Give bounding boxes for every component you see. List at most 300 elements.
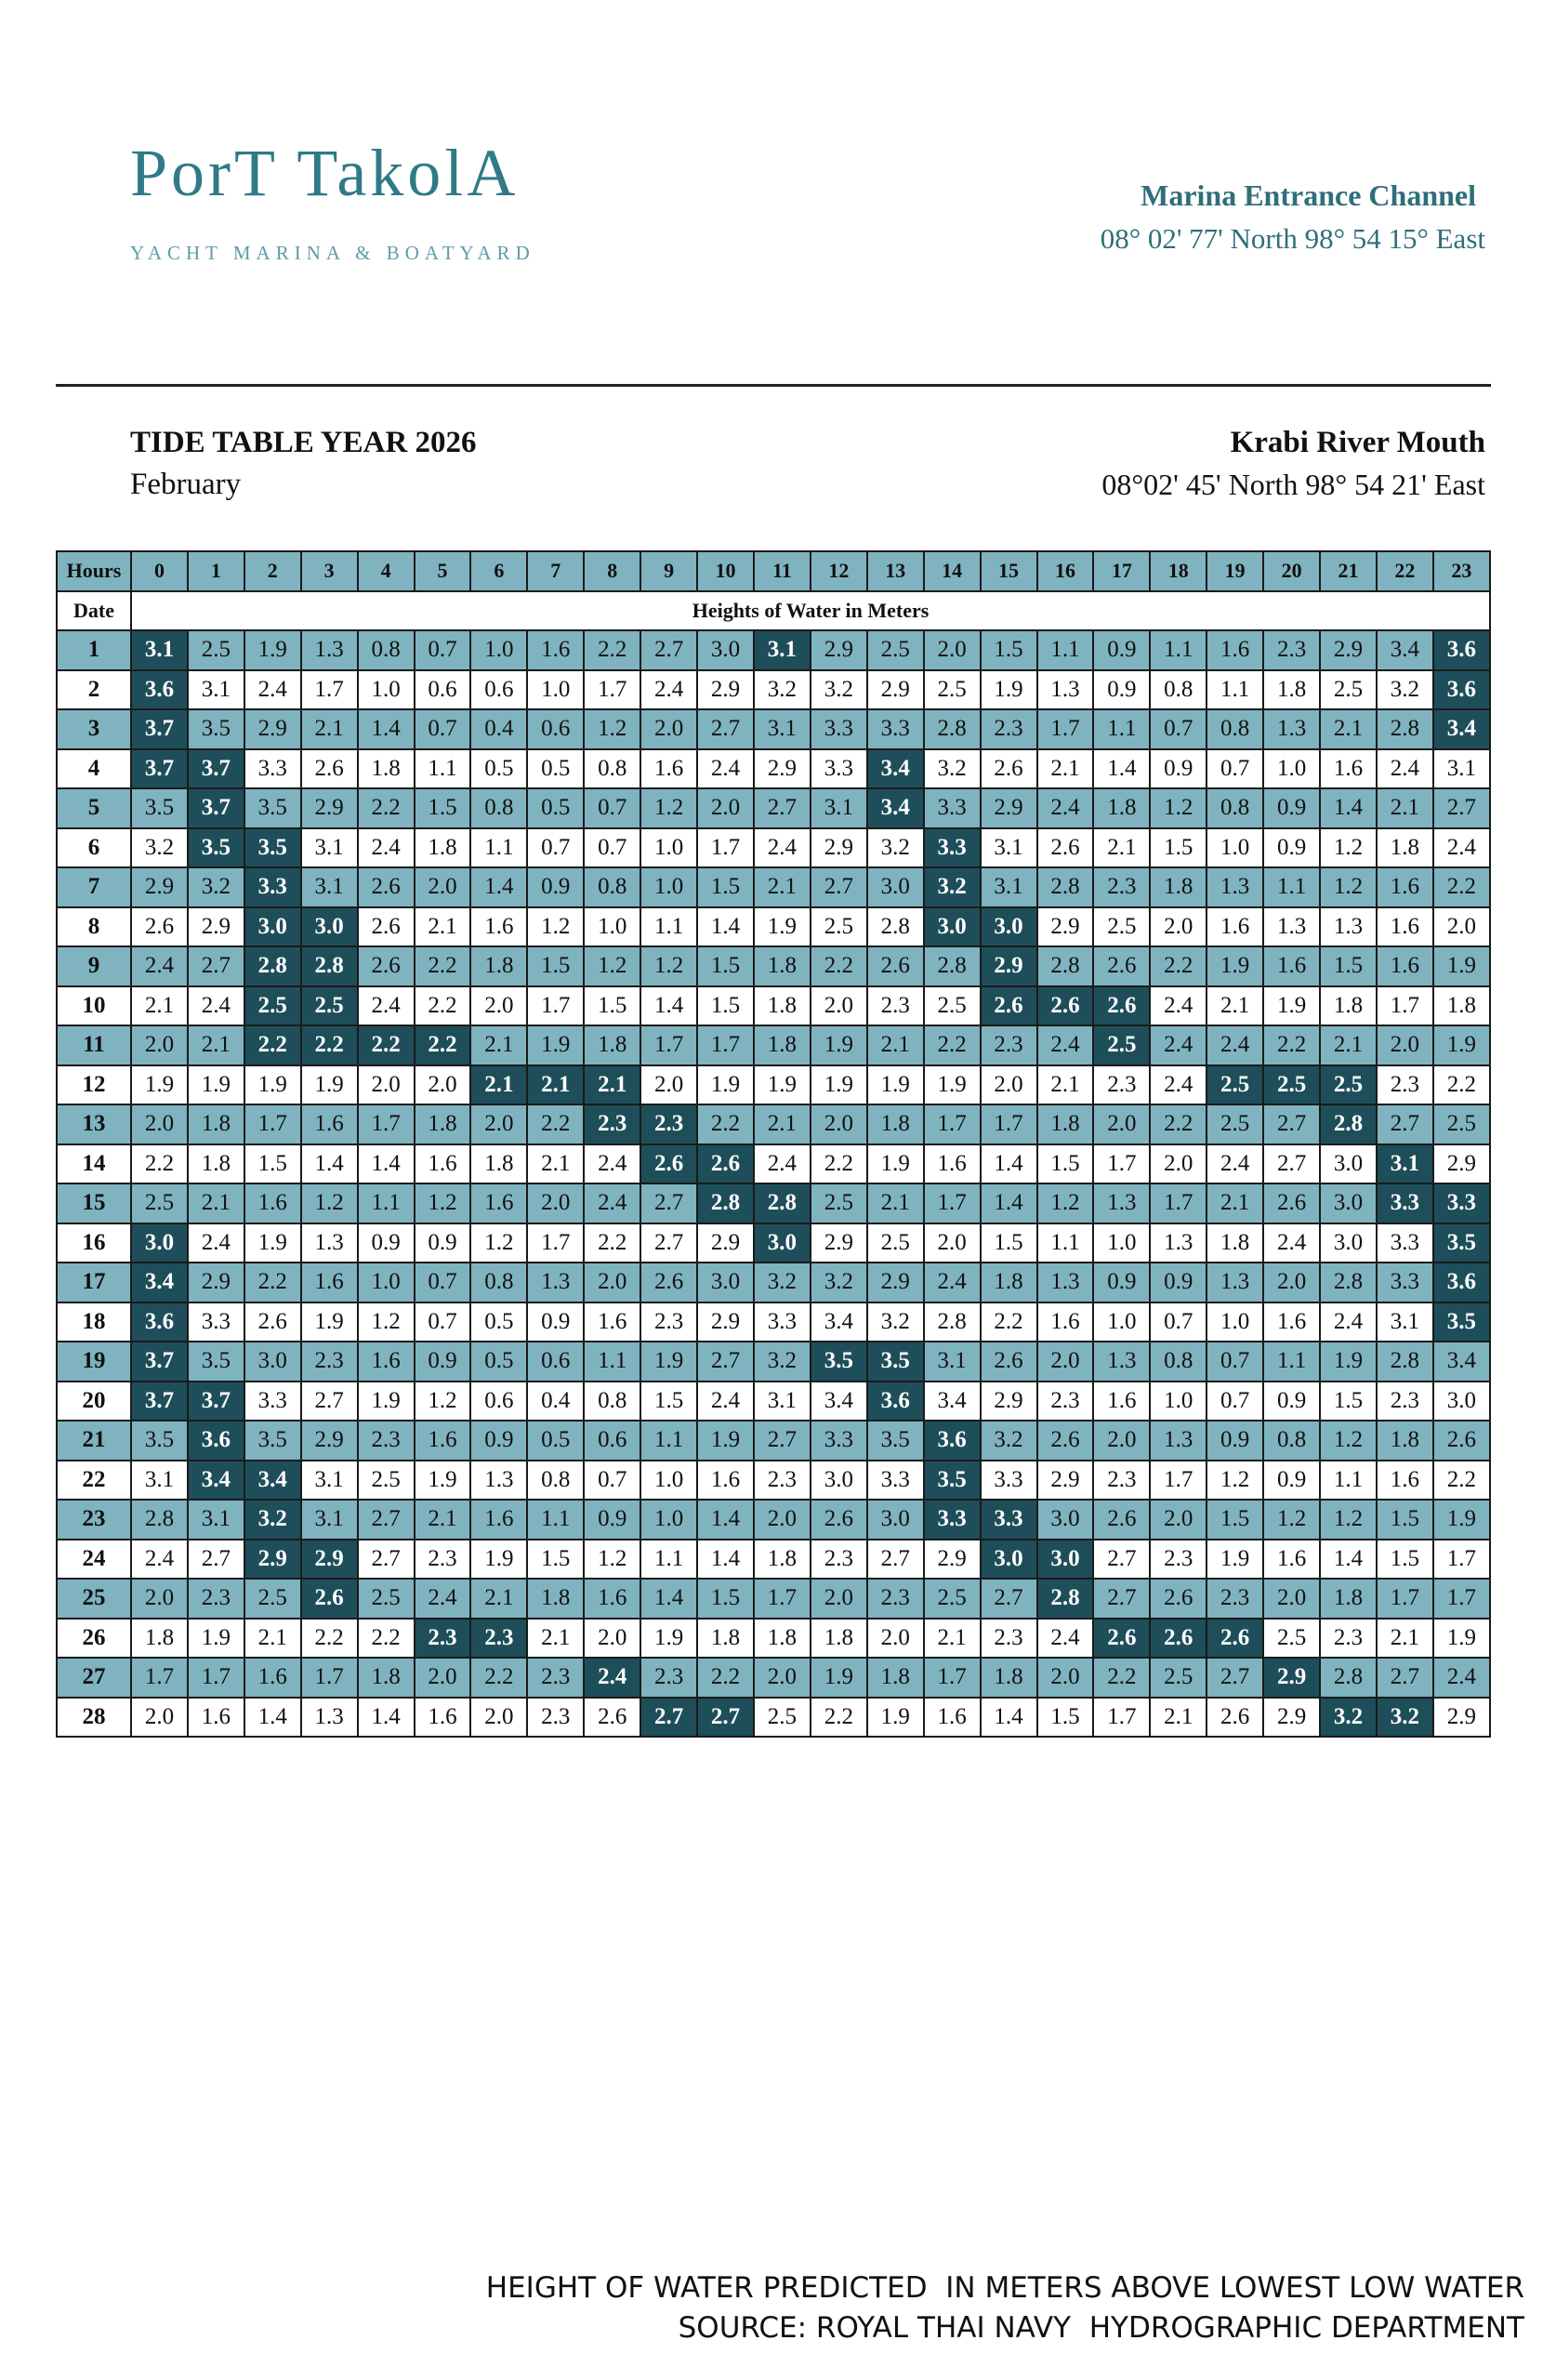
tide-value-cell: 2.2 (1433, 867, 1490, 907)
tide-value-cell: 2.2 (415, 986, 471, 1026)
tide-value-cell: 2.8 (1320, 1658, 1377, 1698)
tide-value-cell: 2.4 (131, 1540, 188, 1580)
tide-value-cell-high: 2.6 (1093, 1619, 1150, 1659)
tide-value-cell: 2.0 (415, 867, 471, 907)
tide-value-cell: 1.7 (301, 1658, 358, 1698)
tide-value-cell: 3.1 (131, 1461, 188, 1501)
tide-value-cell-high: 3.6 (131, 1302, 188, 1342)
tide-value-cell: 1.3 (1093, 1342, 1150, 1382)
table-row (57, 788, 1490, 828)
tide-value-cell-high: 2.9 (301, 1540, 358, 1580)
tide-value-cell: 1.7 (1377, 986, 1433, 1026)
tide-value-cell: 2.3 (527, 1658, 584, 1698)
tide-value-cell: 2.5 (811, 1183, 867, 1223)
day-cell: 9 (57, 946, 131, 986)
tide-value-cell: 0.6 (584, 1421, 640, 1461)
tide-value-cell: 2.1 (1037, 1065, 1094, 1105)
tide-value-cell: 2.1 (1207, 986, 1263, 1026)
tide-value-cell: 2.0 (811, 1579, 867, 1619)
tide-value-cell: 3.0 (867, 867, 924, 907)
tide-value-cell: 2.3 (188, 1579, 244, 1619)
hour-header: 5 (415, 551, 471, 591)
tide-value-cell: 2.4 (188, 1223, 244, 1263)
tide-value-cell-high: 2.5 (1263, 1065, 1320, 1105)
tide-value-cell: 2.4 (924, 1263, 981, 1302)
tide-value-cell: 0.5 (470, 1342, 527, 1382)
tide-value-cell: 1.4 (981, 1698, 1037, 1738)
tide-value-cell: 2.2 (697, 1104, 754, 1144)
tide-value-cell: 3.2 (811, 670, 867, 710)
tide-value-cell: 2.7 (1093, 1579, 1150, 1619)
tide-value-cell: 1.4 (358, 1144, 415, 1184)
tide-value-cell: 1.9 (1207, 946, 1263, 986)
tide-value-cell: 1.1 (640, 1421, 697, 1461)
tide-value-cell-high: 3.4 (244, 1461, 301, 1501)
tide-value-cell: 3.5 (188, 709, 244, 749)
tide-value-cell: 1.9 (188, 1065, 244, 1105)
tide-value-cell: 2.0 (1263, 1263, 1320, 1302)
tide-value-cell: 1.4 (697, 1540, 754, 1580)
tide-value-cell: 2.1 (867, 1025, 924, 1065)
tide-value-cell: 2.0 (358, 1065, 415, 1105)
tide-value-cell: 1.4 (358, 1698, 415, 1738)
tide-value-cell-high: 3.4 (867, 788, 924, 828)
table-row (57, 1619, 1490, 1659)
tide-value-cell: 2.1 (1207, 1183, 1263, 1223)
tide-value-cell: 2.4 (358, 828, 415, 868)
tide-value-cell: 1.5 (1320, 1382, 1377, 1421)
hour-header: 16 (1037, 551, 1094, 591)
tide-value-cell: 1.8 (358, 749, 415, 789)
tide-value-cell: 1.9 (697, 1421, 754, 1461)
tide-value-cell: 1.8 (867, 1104, 924, 1144)
tide-value-cell: 2.0 (1037, 1658, 1094, 1698)
tide-value-cell: 1.7 (188, 1658, 244, 1698)
tide-value-cell: 1.6 (697, 1461, 754, 1501)
day-cell: 13 (57, 1104, 131, 1144)
tide-value-cell: 3.3 (244, 749, 301, 789)
tide-value-cell: 1.6 (1377, 946, 1433, 986)
tide-value-cell: 1.9 (1263, 986, 1320, 1026)
tide-value-cell: 1.9 (301, 1065, 358, 1105)
tide-value-cell: 0.7 (415, 1302, 471, 1342)
tide-value-cell: 1.5 (584, 986, 640, 1026)
tide-value-cell: 3.2 (131, 828, 188, 868)
tide-value-cell: 1.7 (697, 1025, 754, 1065)
tide-value-cell: 0.7 (415, 630, 471, 670)
tide-value-cell: 1.8 (697, 1619, 754, 1659)
tide-value-cell-high: 2.5 (1207, 1065, 1263, 1105)
tide-value-cell-high: 3.5 (811, 1342, 867, 1382)
tide-value-cell: 2.5 (1093, 907, 1150, 947)
tide-value-cell: 2.7 (1377, 1104, 1433, 1144)
tide-value-cell: 0.7 (415, 1263, 471, 1302)
day-cell: 23 (57, 1500, 131, 1540)
tide-value-cell: 0.9 (1093, 670, 1150, 710)
tide-value-cell: 1.5 (244, 1144, 301, 1184)
table-row (57, 1461, 1490, 1501)
hour-header: 13 (867, 551, 924, 591)
hour-header: 18 (1150, 551, 1207, 591)
tide-value-cell: 1.8 (981, 1263, 1037, 1302)
tide-value-cell: 1.1 (1037, 1223, 1094, 1263)
tide-value-cell: 2.9 (697, 670, 754, 710)
tide-value-cell: 1.2 (1320, 867, 1377, 907)
tide-value-cell-high: 3.7 (188, 1382, 244, 1421)
tide-value-cell: 1.3 (301, 630, 358, 670)
tide-value-cell: 2.7 (358, 1500, 415, 1540)
tide-value-cell-high: 3.5 (924, 1461, 981, 1501)
tide-value-cell: 2.5 (131, 1183, 188, 1223)
tide-value-cell: 1.7 (640, 1025, 697, 1065)
tide-value-cell: 1.2 (415, 1183, 471, 1223)
tide-value-cell: 1.9 (415, 1461, 471, 1501)
tide-value-cell: 1.5 (697, 986, 754, 1026)
tide-value-cell: 1.3 (1207, 867, 1263, 907)
tide-value-cell-high: 2.6 (640, 1144, 697, 1184)
tide-value-cell: 2.5 (811, 907, 867, 947)
tide-value-cell: 1.9 (301, 1302, 358, 1342)
tide-value-cell-high: 3.7 (188, 788, 244, 828)
tide-value-cell-high: 3.4 (1433, 709, 1490, 749)
tide-value-cell: 3.2 (981, 1421, 1037, 1461)
tide-value-cell: 2.6 (301, 749, 358, 789)
tide-value-cell: 2.3 (415, 1540, 471, 1580)
tide-value-cell: 0.9 (1263, 1461, 1320, 1501)
tide-value-cell-high: 2.7 (697, 1698, 754, 1738)
tide-value-cell: 1.4 (244, 1698, 301, 1738)
tide-value-cell: 1.8 (1320, 986, 1377, 1026)
entrance-info (1101, 178, 1485, 256)
tide-value-cell: 0.7 (1207, 1342, 1263, 1382)
tide-value-cell: 2.0 (131, 1579, 188, 1619)
tide-value-cell-high: 3.3 (924, 828, 981, 868)
tide-value-cell: 1.1 (527, 1500, 584, 1540)
tide-value-cell: 2.2 (301, 1619, 358, 1659)
tide-value-cell: 2.3 (301, 1342, 358, 1382)
tide-value-cell: 1.3 (1207, 1263, 1263, 1302)
tide-value-cell: 1.1 (1320, 1461, 1377, 1501)
tide-value-cell: 0.5 (527, 1421, 584, 1461)
tide-value-cell: 2.7 (188, 946, 244, 986)
tide-value-cell-high: 3.3 (924, 1500, 981, 1540)
hour-header: 4 (358, 551, 415, 591)
tide-value-cell: 2.8 (1320, 1263, 1377, 1302)
tide-value-cell: 1.1 (640, 907, 697, 947)
tide-value-cell: 2.0 (131, 1025, 188, 1065)
tide-value-cell: 1.0 (584, 907, 640, 947)
tide-value-cell: 3.4 (1377, 630, 1433, 670)
tide-value-cell: 2.8 (924, 946, 981, 986)
tide-value-cell: 1.8 (415, 1104, 471, 1144)
tide-value-cell: 3.2 (924, 749, 981, 789)
tide-value-cell: 1.1 (1093, 709, 1150, 749)
day-cell: 26 (57, 1619, 131, 1659)
tide-value-cell: 2.4 (188, 986, 244, 1026)
tide-value-cell: 0.9 (470, 1421, 527, 1461)
tide-value-cell: 3.3 (867, 709, 924, 749)
day-cell: 1 (57, 630, 131, 670)
tide-value-cell: 2.5 (924, 670, 981, 710)
tide-value-cell: 1.1 (358, 1183, 415, 1223)
tide-value-cell: 1.2 (1320, 1421, 1377, 1461)
tide-value-cell: 2.4 (1320, 1302, 1377, 1342)
day-cell: 28 (57, 1698, 131, 1738)
tide-value-cell: 1.5 (527, 946, 584, 986)
tide-value-cell: 2.5 (188, 630, 244, 670)
tide-value-cell: 3.1 (301, 867, 358, 907)
tide-value-cell-high: 3.5 (188, 828, 244, 868)
tide-value-cell: 2.2 (1150, 1104, 1207, 1144)
tide-value-cell: 3.4 (811, 1382, 867, 1421)
table-row (57, 1658, 1490, 1698)
tide-value-cell: 3.3 (867, 1461, 924, 1501)
tide-value-cell: 3.0 (697, 1263, 754, 1302)
day-cell: 20 (57, 1382, 131, 1421)
tide-value-cell: 2.0 (1150, 1500, 1207, 1540)
tide-value-cell: 1.9 (981, 670, 1037, 710)
tide-value-cell: 1.6 (470, 1500, 527, 1540)
tide-value-cell: 1.5 (1320, 946, 1377, 986)
tide-value-cell: 2.2 (1150, 946, 1207, 986)
tide-value-cell: 0.6 (527, 1342, 584, 1382)
tide-value-cell: 1.8 (754, 1540, 811, 1580)
tide-value-cell: 2.3 (1093, 1065, 1150, 1105)
tide-value-cell: 1.6 (1207, 630, 1263, 670)
tide-value-cell: 0.8 (584, 867, 640, 907)
tide-value-cell: 2.9 (811, 630, 867, 670)
hour-header: 7 (527, 551, 584, 591)
tide-value-cell: 3.1 (301, 828, 358, 868)
tide-value-cell-high: 2.9 (981, 946, 1037, 986)
tide-value-cell: 3.4 (811, 1302, 867, 1342)
tide-value-cell: 1.9 (811, 1025, 867, 1065)
tide-value-cell: 2.3 (867, 986, 924, 1026)
tide-value-cell-high: 2.9 (1263, 1658, 1320, 1698)
tide-value-cell-high: 3.7 (131, 749, 188, 789)
tide-value-cell: 2.3 (1150, 1540, 1207, 1580)
tide-value-cell: 2.1 (924, 1619, 981, 1659)
tide-value-cell: 2.7 (640, 630, 697, 670)
tide-value-cell: 3.2 (754, 1263, 811, 1302)
tide-value-cell: 1.7 (1433, 1540, 1490, 1580)
header-divider (56, 384, 1491, 387)
tide-value-cell: 2.8 (1037, 946, 1094, 986)
tide-value-cell: 1.6 (1377, 907, 1433, 947)
tide-value-cell: 2.7 (301, 1382, 358, 1421)
tide-value-cell: 2.1 (415, 907, 471, 947)
tide-value-cell-high: 3.1 (131, 630, 188, 670)
tide-value-cell: 1.7 (924, 1658, 981, 1698)
tide-value-cell: 2.4 (1037, 788, 1094, 828)
hour-header: 3 (301, 551, 358, 591)
tide-value-cell-high: 2.6 (697, 1144, 754, 1184)
tide-value-cell: 1.0 (1150, 1382, 1207, 1421)
tide-value-cell: 2.3 (527, 1698, 584, 1738)
day-cell: 24 (57, 1540, 131, 1580)
tide-value-cell: 2.1 (470, 1579, 527, 1619)
tide-value-cell: 2.1 (470, 1025, 527, 1065)
tide-value-cell: 2.3 (1037, 1382, 1094, 1421)
tide-value-cell: 1.8 (754, 946, 811, 986)
tide-value-cell: 2.1 (867, 1183, 924, 1223)
tide-value-cell: 1.9 (867, 1065, 924, 1105)
tide-value-cell-high: 2.6 (1150, 1619, 1207, 1659)
table-row (57, 630, 1490, 670)
tide-value-cell: 1.2 (640, 946, 697, 986)
tide-value-cell-high: 3.4 (867, 749, 924, 789)
table-row (57, 1421, 1490, 1461)
table-row (57, 1104, 1490, 1144)
tide-value-cell: 0.8 (1207, 788, 1263, 828)
tide-value-cell: 1.4 (358, 709, 415, 749)
tide-value-cell: 2.1 (754, 1104, 811, 1144)
tide-value-cell: 0.8 (358, 630, 415, 670)
tide-value-cell: 2.0 (1150, 907, 1207, 947)
tide-value-cell: 2.1 (1093, 828, 1150, 868)
tide-value-cell: 2.4 (1207, 1025, 1263, 1065)
tide-value-cell: 2.7 (867, 1540, 924, 1580)
tide-value-cell-high: 3.5 (244, 828, 301, 868)
tide-value-cell: 1.8 (188, 1144, 244, 1184)
tide-value-cell: 2.4 (640, 670, 697, 710)
tide-value-cell: 2.0 (1433, 907, 1490, 947)
tide-value-cell: 3.5 (131, 1421, 188, 1461)
tide-value-cell: 1.2 (358, 1302, 415, 1342)
tide-value-cell: 2.5 (924, 1579, 981, 1619)
tide-value-cell: 1.8 (131, 1619, 188, 1659)
tide-value-cell: 2.1 (754, 867, 811, 907)
tide-value-cell: 1.0 (640, 1500, 697, 1540)
tide-value-cell: 2.2 (358, 788, 415, 828)
logo-name: PorT TakolA (130, 136, 520, 210)
date-label-row (57, 591, 1490, 631)
tide-value-cell: 1.4 (981, 1144, 1037, 1184)
tide-value-cell: 3.3 (811, 709, 867, 749)
tide-value-cell: 1.2 (1150, 788, 1207, 828)
tide-value-cell: 1.8 (1037, 1104, 1094, 1144)
tide-value-cell: 1.2 (584, 946, 640, 986)
tide-value-cell: 2.8 (924, 709, 981, 749)
tide-value-cell: 2.9 (867, 1263, 924, 1302)
tide-value-cell: 1.6 (415, 1144, 471, 1184)
day-cell: 11 (57, 1025, 131, 1065)
tide-value-cell: 1.6 (640, 749, 697, 789)
tide-value-cell: 2.3 (1263, 630, 1320, 670)
tide-value-cell-high: 3.7 (131, 1382, 188, 1421)
tide-value-cell: 1.3 (1263, 907, 1320, 947)
tide-value-cell: 2.5 (358, 1461, 415, 1501)
tide-value-cell: 2.4 (415, 1579, 471, 1619)
tide-value-cell: 1.7 (1150, 1183, 1207, 1223)
day-cell: 3 (57, 709, 131, 749)
tide-value-cell: 2.7 (640, 1223, 697, 1263)
tide-value-cell: 1.1 (415, 749, 471, 789)
tide-value-cell: 1.7 (131, 1658, 188, 1698)
tide-value-cell: 3.1 (924, 1342, 981, 1382)
table-row (57, 1579, 1490, 1619)
location-name: Krabi River Mouth (1230, 426, 1485, 459)
tide-value-cell: 2.9 (188, 1263, 244, 1302)
tide-value-cell: 1.6 (1377, 1461, 1433, 1501)
tide-value-cell: 1.7 (924, 1104, 981, 1144)
tide-value-cell: 2.3 (358, 1421, 415, 1461)
tide-value-cell-high: 3.6 (924, 1421, 981, 1461)
tide-value-cell: 3.0 (1320, 1144, 1377, 1184)
tide-value-cell: 0.5 (527, 749, 584, 789)
tide-value-cell-high: 3.0 (754, 1223, 811, 1263)
tide-value-cell-high: 2.6 (1207, 1619, 1263, 1659)
tide-value-cell: 2.4 (358, 986, 415, 1026)
tide-value-cell-high: 3.0 (924, 907, 981, 947)
tide-value-cell: 2.3 (811, 1540, 867, 1580)
tide-value-cell: 1.6 (527, 630, 584, 670)
tide-value-cell: 0.9 (1093, 630, 1150, 670)
tide-value-cell: 2.1 (1320, 709, 1377, 749)
table-row (57, 1183, 1490, 1223)
tide-value-cell: 2.6 (1037, 828, 1094, 868)
tide-value-cell: 2.1 (527, 1144, 584, 1184)
tide-value-cell: 1.1 (1150, 630, 1207, 670)
tide-value-cell: 2.2 (1433, 1065, 1490, 1105)
hour-header: 14 (924, 551, 981, 591)
tide-value-cell-high: 2.5 (1320, 1065, 1377, 1105)
tide-value-cell: 2.4 (697, 749, 754, 789)
tide-value-cell: 0.7 (584, 788, 640, 828)
tide-value-cell: 2.7 (697, 709, 754, 749)
tide-value-cell: 1.9 (811, 1658, 867, 1698)
tide-value-cell: 3.5 (188, 1342, 244, 1382)
tide-value-cell: 1.4 (697, 1500, 754, 1540)
tide-value-cell: 2.0 (470, 1698, 527, 1738)
tide-value-cell: 1.8 (1320, 1579, 1377, 1619)
tide-value-cell: 2.3 (981, 1619, 1037, 1659)
tide-value-cell: 3.1 (981, 867, 1037, 907)
tide-value-cell: 2.7 (1263, 1104, 1320, 1144)
tide-value-cell: 2.0 (1037, 1342, 1094, 1382)
tide-value-cell: 1.6 (584, 1302, 640, 1342)
tide-value-cell: 3.2 (754, 1342, 811, 1382)
tide-value-cell-high: 2.2 (244, 1025, 301, 1065)
tide-value-cell: 1.6 (1263, 1302, 1320, 1342)
tide-value-cell: 3.0 (867, 1500, 924, 1540)
tide-value-cell: 3.2 (867, 1302, 924, 1342)
tide-value-cell: 1.7 (244, 1104, 301, 1144)
tide-value-cell: 2.1 (1377, 1619, 1433, 1659)
tide-value-cell: 1.5 (1377, 1500, 1433, 1540)
tide-value-cell: 0.9 (584, 1500, 640, 1540)
tide-value-cell: 1.3 (301, 1698, 358, 1738)
tide-value-cell: 1.0 (1207, 828, 1263, 868)
tide-value-cell: 2.9 (811, 1223, 867, 1263)
tide-table (56, 550, 1491, 1738)
tide-value-cell-high: 2.6 (1093, 986, 1150, 1026)
tide-value-cell: 2.9 (754, 749, 811, 789)
tide-value-cell: 2.2 (1263, 1025, 1320, 1065)
tide-value-cell: 1.7 (1377, 1579, 1433, 1619)
tide-value-cell-high: 2.2 (358, 1025, 415, 1065)
tide-value-cell: 0.9 (527, 1302, 584, 1342)
tide-value-cell: 2.1 (527, 1619, 584, 1659)
tide-value-cell: 0.5 (470, 749, 527, 789)
day-cell: 25 (57, 1579, 131, 1619)
tide-value-cell: 1.6 (924, 1698, 981, 1738)
table-row (57, 1698, 1490, 1738)
tide-value-cell: 1.0 (358, 670, 415, 710)
tide-value-cell: 1.3 (1150, 1421, 1207, 1461)
tide-value-cell-high: 3.6 (1433, 670, 1490, 710)
tide-value-cell: 1.0 (640, 828, 697, 868)
